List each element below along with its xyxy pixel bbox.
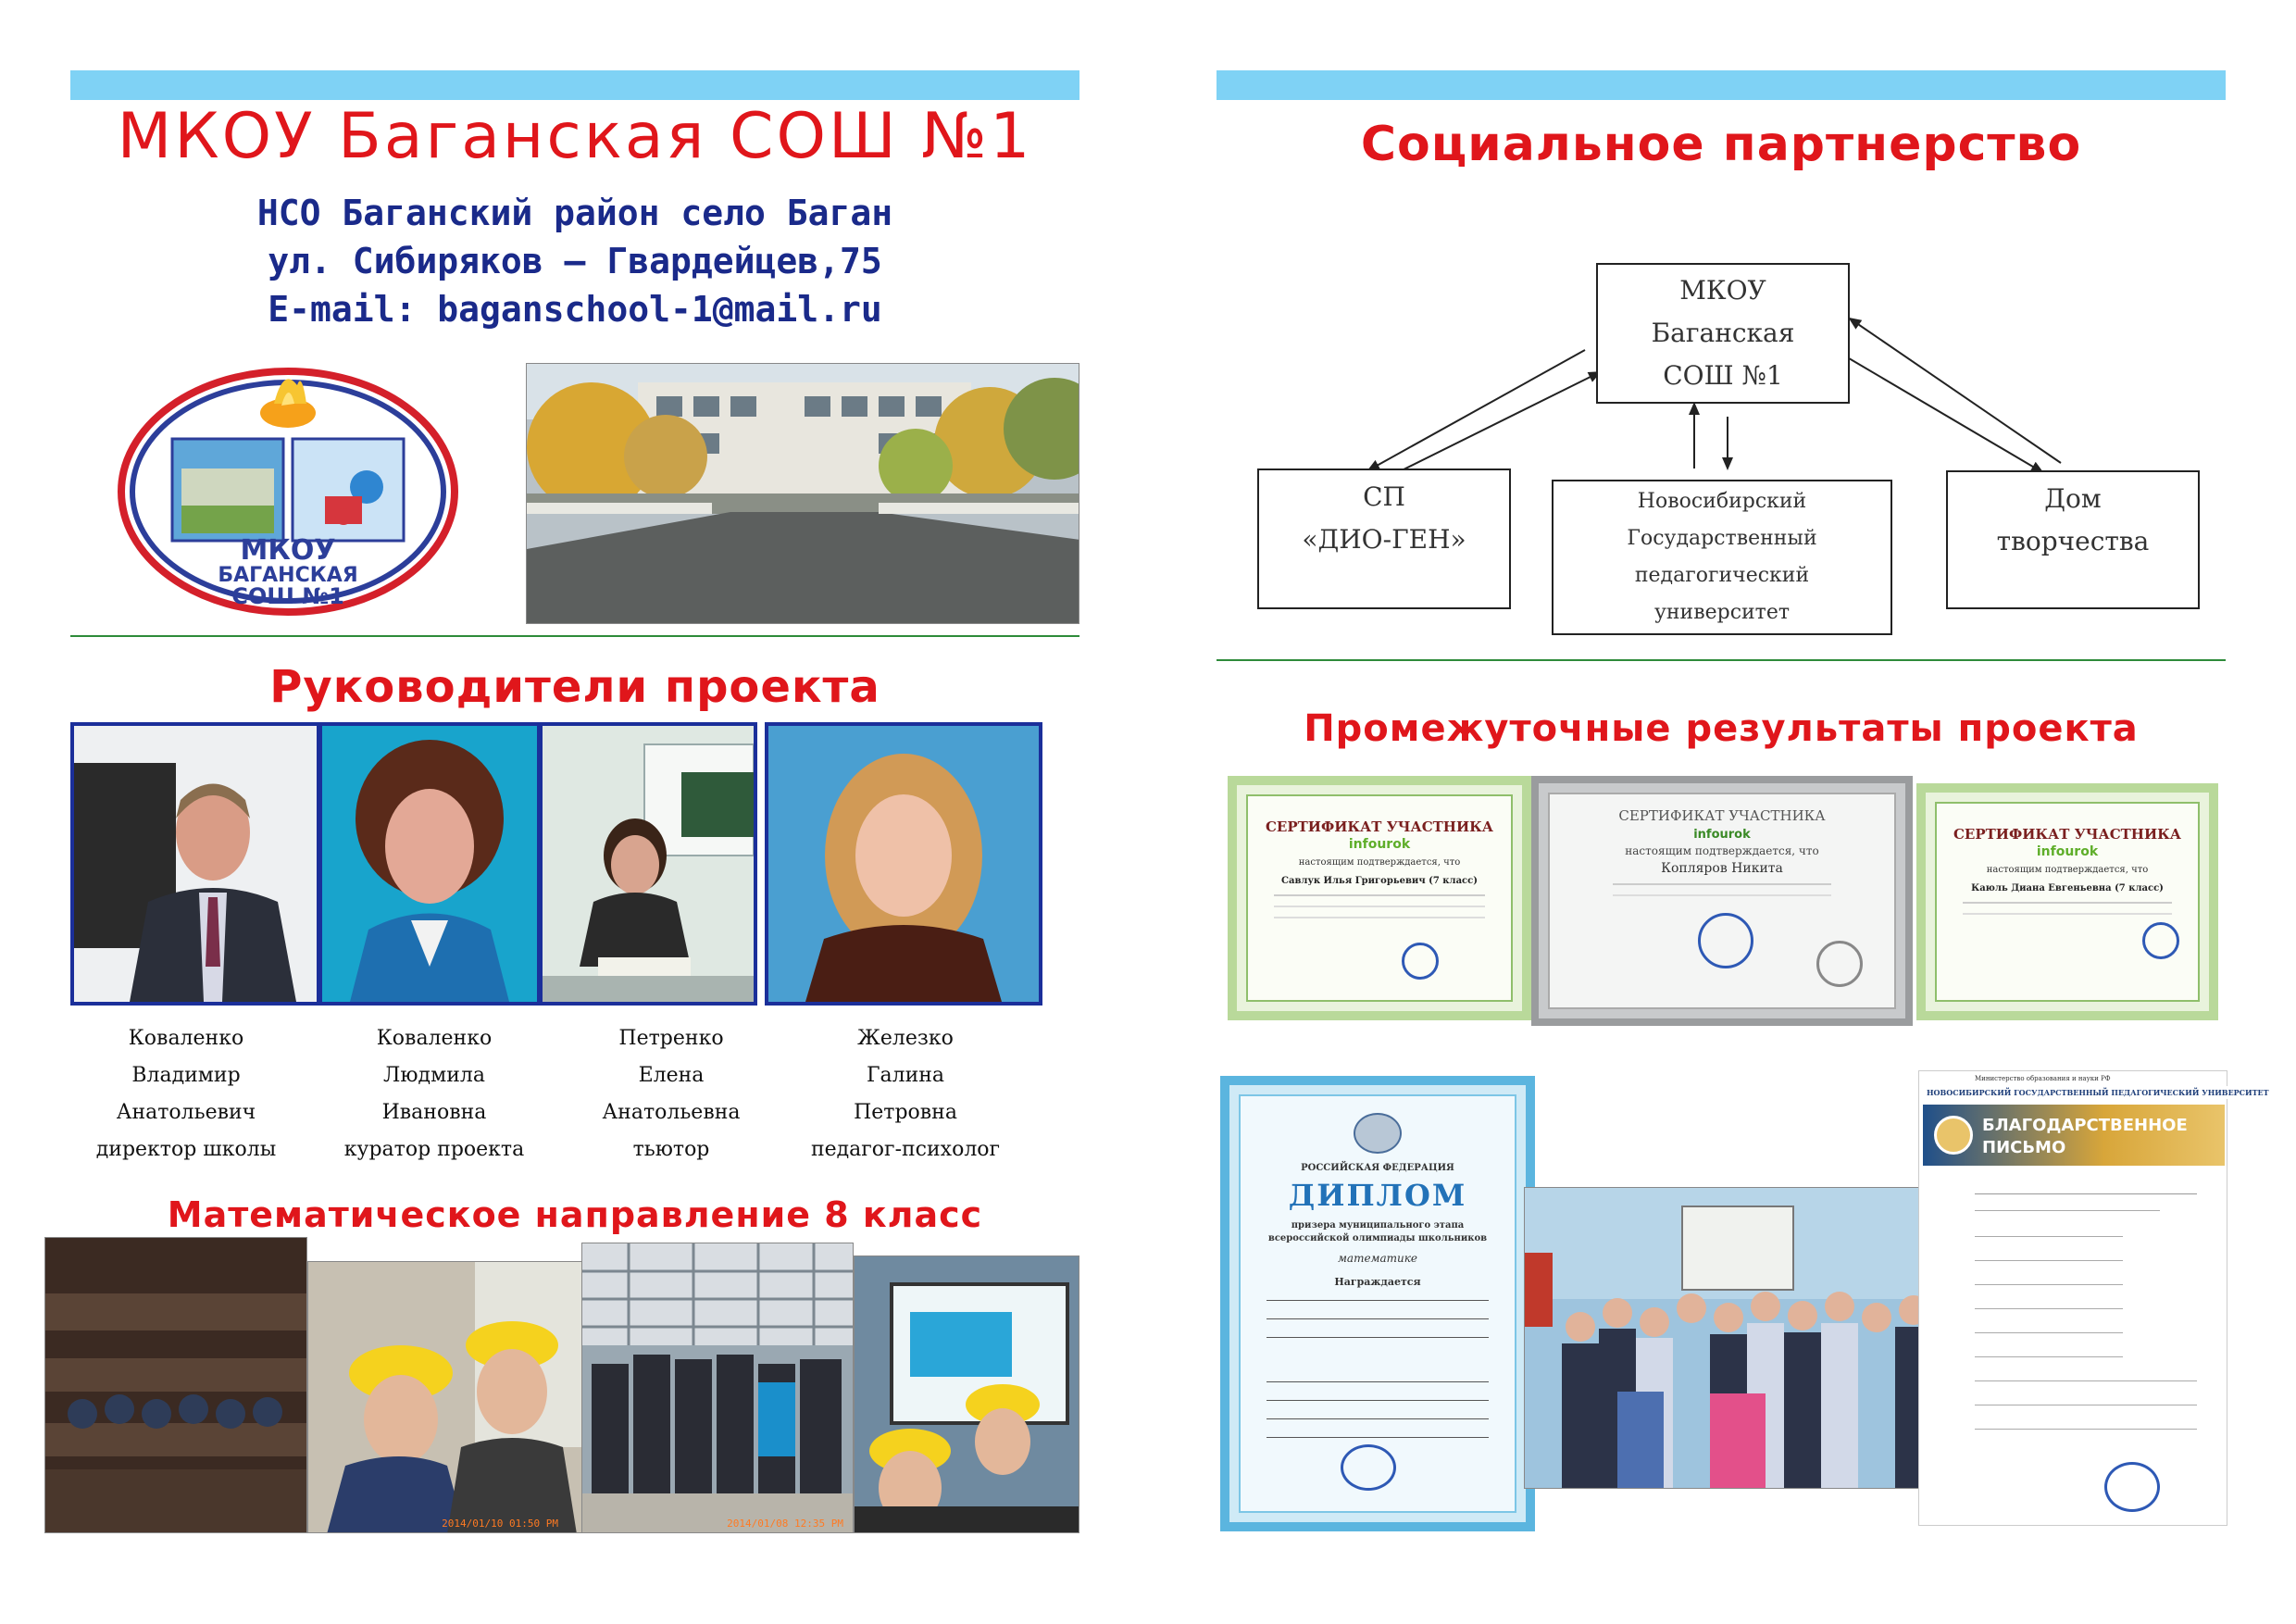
diploma-emblem-icon (1354, 1113, 1402, 1154)
arrow-center-to-creativity (1844, 356, 2042, 472)
group-photo (1524, 1187, 1959, 1489)
diploma (1220, 1076, 1535, 1531)
cert3-line1: настоящим подтверждается, что (1986, 865, 2149, 875)
certificate-1 (1228, 776, 1531, 1020)
letter-ministry: Министерство образования и науки РФ (1975, 1075, 2111, 1082)
cert2-name: Копляров Никита (1661, 861, 1783, 876)
school-building-photo (526, 363, 1079, 624)
leader-name: Галина (866, 1064, 945, 1087)
partner3-line-1: Дом (2044, 483, 2102, 514)
leader-patronymic: Анатольевич (116, 1101, 256, 1124)
diploma-title: ДИПЛОМ (1288, 1178, 1467, 1213)
letter-logo-icon (1934, 1116, 1973, 1155)
letter-stamp-icon (2104, 1462, 2160, 1512)
class-photo-1 (44, 1237, 307, 1533)
school-name: МКОУ Баганская СОШ №1 (117, 100, 1033, 173)
thank-you-letter (1918, 1070, 2269, 1526)
leader-patronymic: Ивановна (381, 1101, 487, 1124)
right-top-bar (1217, 70, 2226, 100)
address-line-1: НСО Баганский район село Баган (256, 193, 893, 233)
leader-photo-3 (539, 722, 757, 1006)
diploma-country: РОССИЙСКАЯ ФЕДЕРАЦИЯ (1301, 1163, 1454, 1173)
leader-role: директор школы (95, 1138, 277, 1161)
diploma-awarded: Награждается (1334, 1276, 1421, 1288)
left-top-bar (70, 70, 1079, 100)
partner1-line-1: СП (1363, 481, 1405, 512)
cert3-brand: infourok (2036, 844, 2099, 859)
partner-box-university (1552, 480, 1892, 635)
partner-box-diogen (1257, 468, 1511, 609)
leader-patronymic: Анатольевна (602, 1101, 741, 1124)
cert2-brand: infourok (1693, 828, 1751, 842)
partner2-line-4: университет (1653, 601, 1791, 624)
cert2-title: СЕРТИФИКАТ УЧАСТНИКА (1618, 807, 1826, 824)
certificate-3 (1916, 783, 2218, 1020)
leader-role: тьютор (632, 1138, 710, 1161)
right-divider-1 (1217, 659, 2226, 661)
center-box-line-2: Баганская (1651, 318, 1795, 348)
logo-text-1: МКОУ (240, 534, 336, 567)
partner2-line-2: Государственный (1627, 527, 1817, 550)
logo-text-2: БАГАНСКАЯ (218, 564, 358, 587)
diploma-stamp-icon (1341, 1444, 1396, 1491)
cert1-stamp-icon (1402, 943, 1439, 980)
center-box-line-1: МКОУ (1679, 275, 1766, 306)
leader-photo-4 (765, 722, 1042, 1006)
partner3-line-2: творчества (1996, 526, 2150, 556)
cert1-line1: настоящим подтверждается, что (1298, 857, 1461, 868)
photo-date-1: 2014/01/10 01:50 PM (442, 1518, 558, 1530)
address-line-2: ул. Сибиряков – Гвардейцев,75 (268, 241, 882, 281)
partnership-diagram (1250, 259, 2213, 648)
leader-name: Людмила (383, 1064, 485, 1087)
cert3-title: СЕРТИФИКАТ УЧАСТНИКА (1953, 826, 2182, 843)
center-school-box (1596, 263, 1850, 404)
arrow-diogen-to-center (1387, 372, 1600, 478)
cert1-brand: infourok (1348, 837, 1411, 852)
class-photo-2 (307, 1261, 583, 1533)
letter-banner-line2: ПИСЬМО (1982, 1138, 2066, 1157)
cert2-stamp-icon (1698, 913, 1753, 968)
leader-caption-3 (565, 1020, 778, 1168)
class-photo-3 (581, 1243, 854, 1533)
arrow-center-to-diogen (1368, 350, 1585, 470)
leader-patronymic: Петровна (854, 1101, 957, 1124)
left-divider-1 (70, 635, 1079, 637)
cert3-name: Каюль Диана Евгеньевна (7 класс) (1971, 883, 2164, 893)
school-logo (117, 367, 459, 617)
arrow-creativity-to-center (1850, 319, 2061, 463)
partner-box-creativity (1946, 470, 2200, 609)
cert3-stamp-icon (2142, 922, 2179, 959)
center-box-line-3: СОШ №1 (1663, 360, 1783, 391)
letter-banner (1923, 1105, 2225, 1166)
leaders-title: Руководители проекта (269, 661, 880, 713)
leader-caption-2 (318, 1020, 550, 1168)
partnership-title: Социальное партнерство (1360, 117, 2082, 172)
partner2-line-1: Новосибирский (1637, 490, 1807, 513)
results-title: Промежуточные результаты проекта (1304, 707, 2139, 750)
leader-surname: Петренко (618, 1027, 724, 1050)
leader-name: Владимир (131, 1064, 241, 1087)
diploma-subject: математике (1337, 1252, 1418, 1265)
cert1-name: Савлук Илья Григорьевич (7 класс) (1281, 876, 1478, 886)
leader-role: педагог-психолог (810, 1138, 1001, 1161)
leader-role: куратор проекта (343, 1138, 525, 1161)
leader-photo-1 (70, 722, 320, 1006)
leader-caption-4 (794, 1020, 1017, 1168)
cert2-seal-icon (1816, 941, 1863, 987)
leader-photo-2 (318, 722, 541, 1006)
letter-university: НОВОСИБИРСКИЙ ГОСУДАРСТВЕННЫЙ ПЕДАГОГИЧЕСКИЙ УНИВЕРСИТЕТ (1927, 1088, 2269, 1097)
certificate-2 (1531, 776, 1913, 1026)
diploma-sub1: призера муниципального этапа (1291, 1220, 1465, 1230)
leader-caption-1 (70, 1020, 302, 1168)
partner1-line-2: «ДИО-ГЕН» (1302, 524, 1466, 555)
leader-name: Елена (638, 1064, 705, 1087)
math-direction-title: Математическое направление 8 класс (167, 1194, 983, 1235)
cert2-line1: настоящим подтверждается, что (1625, 844, 1819, 857)
leader-surname: Коваленко (376, 1027, 493, 1050)
leader-surname: Железко (857, 1027, 954, 1050)
logo-text-3: СОШ №1 (231, 583, 344, 609)
letter-banner-line1: БЛАГОДАРСТВЕННОЕ (1982, 1116, 2188, 1135)
leader-surname: Коваленко (128, 1027, 244, 1050)
diploma-sub2: всероссийской олимпиады школьников (1267, 1233, 1488, 1243)
class-photo-4 (854, 1255, 1079, 1533)
partner2-line-3: педагогический (1634, 564, 1810, 587)
address-line-3: E-mail: baganschool-1@mail.ru (268, 289, 882, 330)
cert1-title: СЕРТИФИКАТ УЧАСТНИКА (1265, 818, 1494, 835)
photo-date-2: 2014/01/08 12:35 PM (727, 1518, 843, 1530)
